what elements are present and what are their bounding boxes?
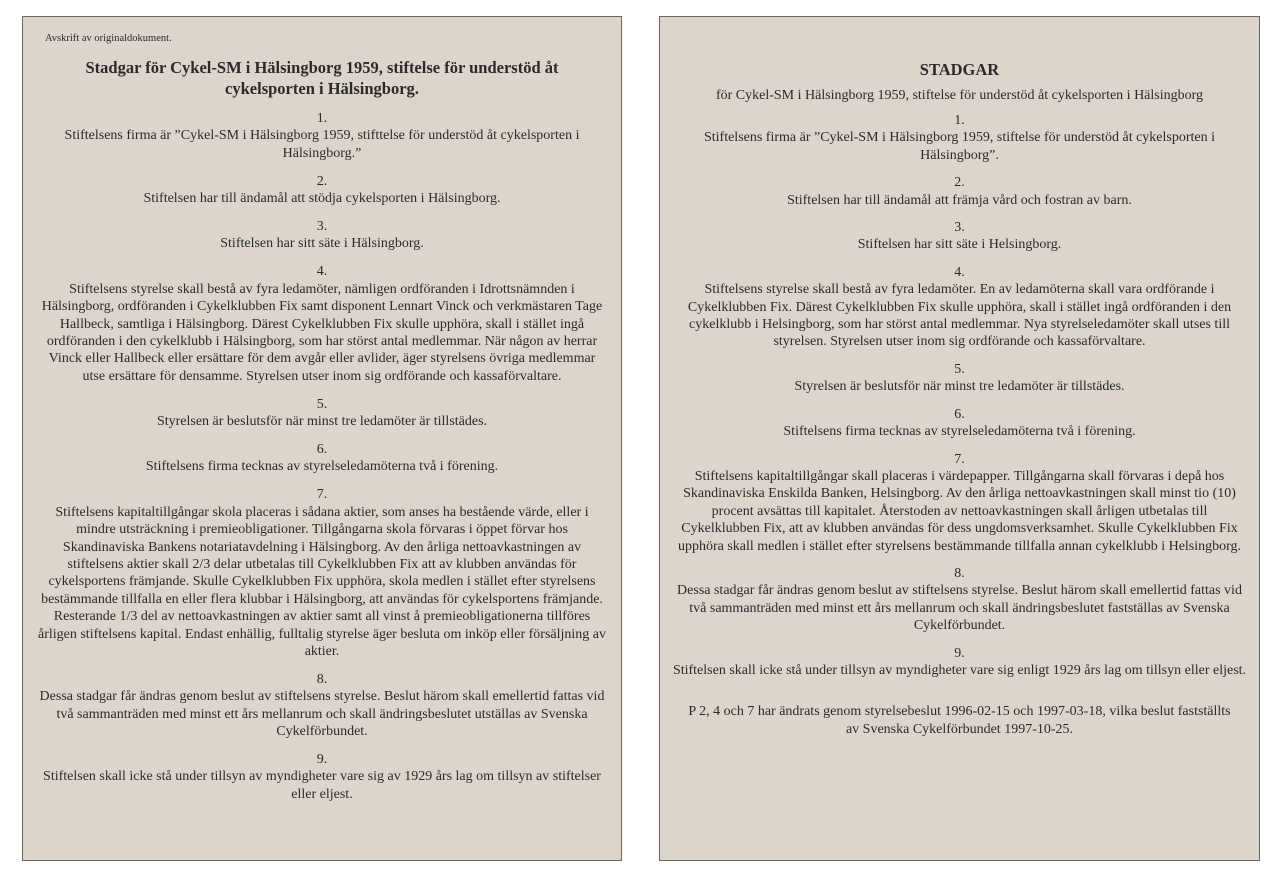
paragraph-text: Styrelsen är beslutsför när minst tre ledamöter är tillstädes. xyxy=(794,379,1125,395)
paragraph-number: 7. xyxy=(316,487,328,503)
paragraph-number: 5. xyxy=(954,361,965,377)
paragraph-1 xyxy=(37,110,607,162)
paragraph-text: Stiftelsens kapitaltillgångar skola placeras i sådana aktier, som anses ha bestående värde, eller i mindre utsträckning i premieobligationer. Tillgångarna skola förvaras i öppet förvar hos Skandinaviska Bankens notariatavdelning i Hälsingborg. Av den årliga nettoavkastningen av stiftelsens aktier skall 2/3 delar utbetalas till Cykelklubben Fix att av klubben användas för cykelsportens främjande. Skulle Cykelklubben Fix upphöra, skola medlen i stället efter styrelsens bestämmande tillfalla en eller flera klubbar i Hälsingborg, att användas för cykelsportens främjande. Resterande 1/3 del av nettoavkastningen av aktier samt all vinst å premieobligationerna tillföres årligen stiftelsens kapital. Endast enhällig, fulltalig styrelse äger besluta om inköp eller försäljning av aktier. xyxy=(37,504,606,659)
paragraph-text: Stiftelsen skall icke stå under tillsyn av myndigheter vare sig enligt 1929 års lag om tillsyn eller eljest. xyxy=(672,662,1247,678)
paragraph-number: 6. xyxy=(954,406,965,422)
paragraph-8 xyxy=(37,671,607,741)
paragraph-text: Stiftelsens firma tecknas av styrelseledamöterna två i förening. xyxy=(145,459,499,475)
current-statutes-page xyxy=(659,16,1260,861)
paragraph-4 xyxy=(672,264,1247,351)
paragraph-number: 1. xyxy=(316,111,328,126)
paragraph-2 xyxy=(672,174,1247,209)
paragraph-3 xyxy=(672,219,1247,254)
amendment-note: P 2, 4 och 7 har ändrats genom styrelsebeslut 1996-02-15 och 1997-03-18, vilka beslut fastställts av Svenska Cykelförbundet 1997-10-25. xyxy=(688,704,1231,738)
paragraph-text: Stiftelsens styrelse skall bestå av fyra ledamöter. En av ledamöterna skall vara ordförande i Cykelklubben Fix. Därest Cykelklubben Fix skulle upphöra, skall i stället ingå ordföranden i den cykelklubb i Helsingborg, som har störst antal medlemmar. Nya styrelseledamöter skall utses till styrelsen. Styrelsen utser inom sig ordförande och kassaförvaltare. xyxy=(687,282,1232,350)
paragraph-number: 1. xyxy=(954,113,965,128)
paragraph-number: 7. xyxy=(954,451,965,467)
paragraph-text: Stiftelsens firma är ”Cykel-SM i Hälsingborg 1959, stifttelse för understöd åt cykelsporten i Hälsingborg.” xyxy=(64,128,580,161)
paragraph-text: Stiftelsen har sitt säte i Hälsingborg. xyxy=(220,236,424,252)
paragraph-number: 5. xyxy=(316,396,328,412)
original-document-page xyxy=(22,16,622,861)
paragraph-text: Stiftelsen har till ändamål att stödja cykelsporten i Hälsingborg. xyxy=(143,191,501,207)
paragraph-text: Stiftelsens kapitaltillgångar skall placeras i värdepapper. Tillgångarna skall förvaras i depå hos Skandinaviska Enskilda Banken, Helsingborg. Av den årliga nettoavkastningen skall minst tio (10) procent avsättas till kapitalet. Återstoden av nettoavkastningen skall årligen utbetalas till Cykelklubben Fix, att av klubben användas för dess ungdomsverksamhet. Skulle Cykelklubben Fix upphöra skall medlen i stället efter styrelsens bestämmande tillfalla annan cykelklubb i Helsingborg. xyxy=(677,468,1242,554)
paragraph-5 xyxy=(37,396,607,431)
paragraph-9 xyxy=(37,751,607,803)
paragraph-7 xyxy=(37,486,607,660)
paragraph-text: Stiftelsens firma är ”Cykel-SM i Hälsingborg 1959, stiftelse för understöd åt cykelsporten i Hälsingborg”. xyxy=(703,130,1216,163)
paragraph-text: Stiftelsen skall icke stå under tillsyn av myndigheter vare sig av 1929 års lag om tillsyn av stiftelser eller eljest. xyxy=(43,769,601,802)
paragraph-5 xyxy=(672,361,1247,396)
paragraph-number: 8. xyxy=(954,565,965,581)
paragraph-8 xyxy=(672,565,1247,635)
paragraph-text: Styrelsen är beslutsför när minst tre ledamöter är tillstädes. xyxy=(156,414,488,430)
paragraph-1 xyxy=(672,112,1247,164)
paragraph-number: 3. xyxy=(954,220,965,236)
paragraph-6 xyxy=(37,441,607,476)
paragraph-number: 9. xyxy=(954,645,965,661)
paragraph-number: 2. xyxy=(316,173,328,189)
statutes-subtitle: för Cykel-SM i Hälsingborg 1959, stiftelse för understöd åt cykelsporten i Hälsingborg xyxy=(715,88,1204,103)
statutes-heading: STADGAR xyxy=(919,60,1000,79)
paragraph-number: 6. xyxy=(316,442,328,457)
paragraph-3 xyxy=(37,218,607,253)
paragraph-7 xyxy=(672,451,1247,555)
paragraph-4 xyxy=(37,263,607,385)
paragraph-text: Stiftelsen har sitt säte i Helsingborg. xyxy=(857,237,1062,253)
paragraph-text: Stiftelsens firma tecknas av styrelseledamöterna två i förening. xyxy=(783,424,1136,440)
paragraph-number: 3. xyxy=(316,219,328,235)
paragraph-2 xyxy=(37,173,607,208)
document-title: Stadgar för Cykel-SM i Hälsingborg 1959, stiftelse för understöd åt cykelsporten i Hälsingborg. xyxy=(85,58,559,98)
paragraph-number: 2. xyxy=(954,175,965,191)
paragraph-text: Dessa stadgar får ändras genom beslut av stiftelsens styrelse. Beslut härom skall emellertid fattas vid två sammanträden med minst ett års mellanrum och skall ändringsbeslutet utställas av Svenska Cykelförbundet. xyxy=(39,689,605,740)
paragraph-number: 9. xyxy=(316,752,328,767)
transcript-note: Avskrift av originaldokument. xyxy=(45,33,172,44)
paragraph-number: 4. xyxy=(954,264,965,280)
paragraph-9 xyxy=(672,645,1247,680)
paragraph-number: 4. xyxy=(316,264,328,280)
paragraph-text: Dessa stadgar får ändras genom beslut av stiftelsens styrelse. Beslut härom skall emellertid fattas vid två sammanträden med minst ett års mellanrum och skall ändringsbeslutet fastställas av Svenska Cykelförbundet. xyxy=(677,583,1242,634)
paragraph-6 xyxy=(672,406,1247,441)
paragraph-number: 8. xyxy=(316,671,328,687)
paragraph-text: Stiftelsen har till ändamål att främja vård och fostran av barn. xyxy=(787,192,1132,208)
paragraph-text: Stiftelsens styrelse skall bestå av fyra ledamöter, nämligen ordföranden i Idrottsnämnden i Hälsingborg, ordföranden i Cykelklubben Fix samt disponent Lennart Vinck och verkmästaren Tage Hallbeck, samtliga i Hälsingborg. Därest Cykelklubben Fix skulle upphöra, skall i stället ingå ordföranden i den cykelklubb i Hälsingborg, som har störst antal medlemmar. När någon av herrar Vinck eller Hallbeck eller ersättare för dem avgår eller avlider, äger styrelsens övriga medlemmar utse ersättare för densamme. Styrelsen utser inom sig ordförande och kassaförvaltare. xyxy=(41,281,603,384)
